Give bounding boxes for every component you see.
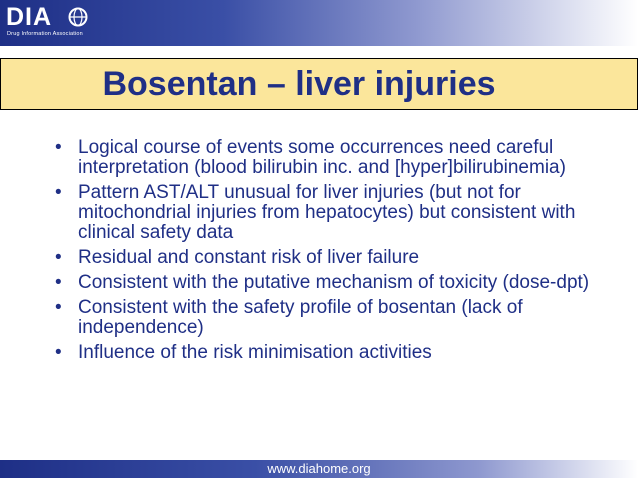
bullet-text: Logical course of events some occurrences need careful interpretation (blood bilirubin inc. and [hyper]bilirubinemia) — [78, 137, 566, 178]
bullet-dot: • — [55, 137, 62, 158]
bullet-text: Consistent with the safety profile of bosentan (lack of independence) — [78, 297, 523, 338]
bullet-item — [55, 183, 615, 243]
dia-logo — [6, 4, 116, 40]
bullet-list — [55, 138, 615, 368]
bullet-dot: • — [55, 342, 62, 363]
bullet-text: Pattern AST/ALT unusual for liver injuries (but not for mitochondrial injuries from hepatocytes) but consistent with clinical safety data — [78, 182, 576, 243]
bullet-item — [55, 298, 615, 338]
footer-url[interactable]: www.diahome.org — [267, 461, 371, 476]
title-box — [0, 58, 638, 110]
logo-subtitle: Drug Information Association — [7, 31, 83, 37]
bullet-item — [55, 343, 615, 363]
bullet-dot: • — [55, 182, 62, 203]
bullet-text: Residual and constant risk of liver failure — [78, 247, 420, 268]
bullet-dot: • — [55, 247, 62, 268]
slide-title: Bosentan – liver injuries — [102, 64, 496, 103]
bullet-item — [55, 248, 615, 268]
globe-icon — [68, 7, 88, 27]
logo-wordmark: DIA — [6, 3, 53, 31]
bullet-text: Consistent with the putative mechanism of toxicity (dose-dpt) — [78, 272, 590, 293]
bullet-dot: • — [55, 272, 62, 293]
bullet-text: Influence of the risk minimisation activities — [78, 342, 432, 363]
bullet-item — [55, 138, 615, 178]
bullet-dot: • — [55, 297, 62, 318]
bullet-item — [55, 273, 615, 293]
